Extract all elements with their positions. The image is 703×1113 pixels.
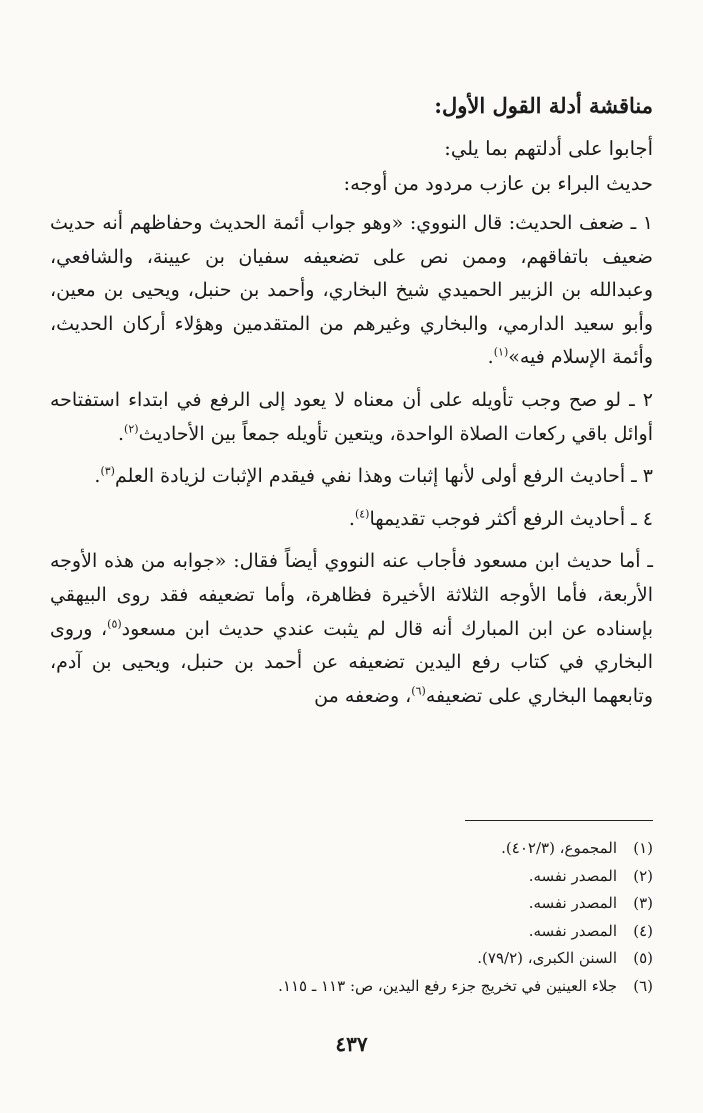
page-number: ٤٣٧	[335, 1032, 368, 1056]
footnote-ref: (٣)	[100, 464, 115, 478]
footnote: (٣)المصدر نفسه.	[528, 894, 653, 912]
footnote: (٤)المصدر نفسه.	[528, 921, 653, 940]
section-heading: مناقشة أدلة القول الأول:	[434, 93, 653, 118]
footnote-ref: (٢)	[124, 422, 139, 436]
paragraph-2: ٢ ـ لو صح وجب تأويله على أن معناه لا يعود إلى الرفع في ابتداء استفتاحه أوائل باقي ركعات الصلاة الواحدة، ويتعين تأويله جمعاً بين الأحاديث$^{(٢)}$.	[50, 388, 653, 445]
paragraph-5: ـ أما حديث ابن مسعود فأجاب عنه النووي أيضاً فقال: «جوابه من هذه الأوجه الأربعة، فأما الأوجه الثلاثة الأخيرة فظاهرة، وأما تضعيفه فقد روى البيهقي بإسناده عن ابن المبارك أنه قال لم يثبت عندي حديث ابن مسعود$^{(٥)}$، وروى البخاري في كتاب رفع اليدين تضعيفه عن أحمد بن حنبل، ويحيى بن آدم، وتابعهما البخاري على تضعيفه$^{(٦)}$، وضعفه من	[50, 550, 653, 707]
footnote: (١)المجموع، (٤٠٢/٣).	[501, 839, 653, 857]
footnote: (٢)المصدر نفسه.	[528, 866, 653, 885]
footnote-divider	[465, 820, 653, 821]
footnote-ref: (٦)	[411, 684, 426, 698]
footnote: (٥)السنن الكبرى، (٧٩/٢).	[477, 949, 653, 967]
footnote-ref: (٤)	[354, 507, 370, 521]
footnote: (٦)جلاء العينين في تخريج جزء رفع اليدين، ص: ١١٣ ـ ١١٥.	[278, 976, 653, 995]
paragraph-3: ٣ ـ أحاديث الرفع أولى لأنها إثبات وهذا نفي فيقدم الإثبات لزيادة العلم$^{(٣)}$.	[94, 464, 653, 488]
paragraph-4: ٤ ـ أحاديث الرفع أكثر فوجب تقديمها$^{(٤)}$.	[348, 507, 653, 530]
paragraph-1: ١ ـ ضعف الحديث: قال النووي: «وهو جواب أئمة الحديث وحفاظهم أنه حديث ضعيف باتفاقهم، وممن نص على تضعيفه سفيان بن عيينة، والشافعي، وعبدالله بن الزبير الحميدي شيخ البخاري، وأحمد بن حنبل، ويحيى بن معين، وأبو سعيد الدارمي، والبخاري وغيرهم من المتقدمين وهؤلاء أركان الحديث، وأئمة الإسلام فيه»$^{(١)}$.	[50, 212, 653, 369]
footnote-ref: (١)	[493, 346, 509, 360]
intro-line: حديث البراء بن عازب مردود من أوجه:	[343, 171, 653, 195]
footnotes	[50, 835, 653, 1000]
footnote-ref: (٥)	[107, 617, 122, 631]
page-body	[50, 90, 653, 722]
intro-line: أجابوا على أدلتهم بما يلي:	[444, 137, 653, 160]
